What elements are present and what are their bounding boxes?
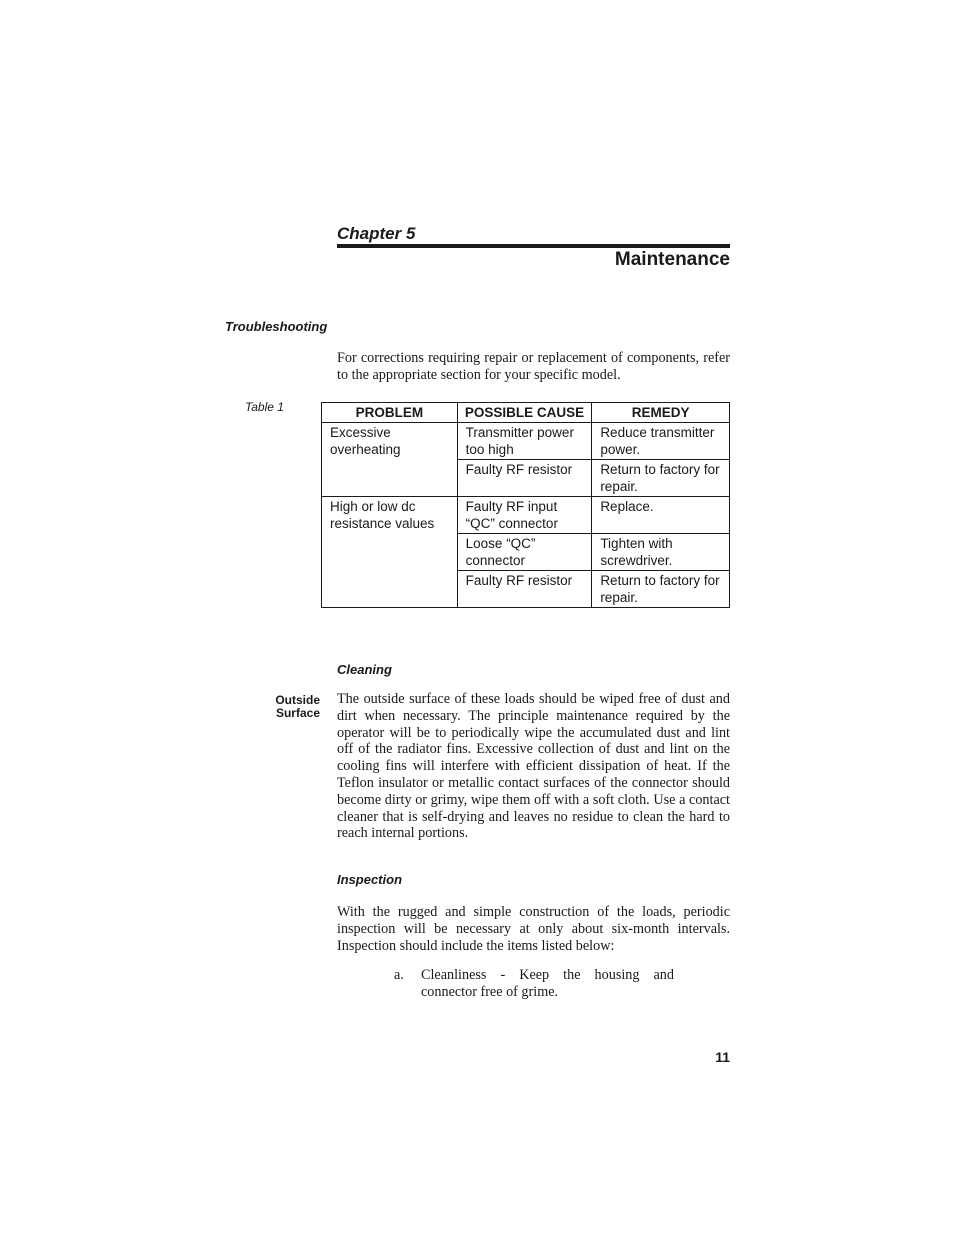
cause-cell: Loose “QC” connector — [457, 534, 592, 571]
outside-surface-label-line1: Outside — [275, 693, 320, 707]
remedy-cell: Reduce transmitter power. — [592, 423, 730, 460]
header-problem: PROBLEM — [322, 403, 458, 423]
chapter-label: Chapter 5 — [337, 224, 416, 243]
outside-surface-label-line2: Surface — [275, 706, 320, 720]
inspection-paragraph: With the rugged and simple construction of the loads, periodic inspection will be necessary at only about six-month intervals. Inspection should include the items listed below: — [337, 904, 730, 954]
list-item: Cleanliness - Keep the housing and connector free of grime. — [421, 967, 674, 1000]
outside-surface-label — [252, 694, 320, 720]
table-row — [322, 423, 730, 460]
chapter-title: Maintenance — [614, 249, 730, 270]
table-header-row — [322, 403, 730, 423]
header-remedy: REMEDY — [592, 403, 730, 423]
remedy-cell: Return to factory for repair. — [592, 571, 730, 608]
cleaning-paragraph: The outside surface of these loads should be wiped free of dust and dirt when necessary. The principle maintenance required by the operator will be to periodically wipe the accumulated dust and lint off of the radiator fins. Excessive collection of dust and lint on the cooling fins will interfere with efficient dissipation of heat. If the Teflon insulator or metallic contact surfaces of the connector should become dirty or grimy, wipe them off with a soft cloth. Use a contact cleaner that is self-drying and leaves no residue to clean the hard to reach internal portions. — [337, 691, 730, 842]
troubleshooting-heading: Troubleshooting — [225, 319, 328, 334]
cause-cell: Faulty RF input “QC” connector — [457, 497, 592, 534]
table-row — [322, 497, 730, 534]
inspection-heading: Inspection — [337, 872, 403, 887]
cause-cell: Faulty RF resistor — [457, 460, 592, 497]
list-item-marker: a. — [394, 967, 404, 983]
cleaning-heading: Cleaning — [337, 662, 392, 677]
remedy-cell: Return to factory for repair. — [592, 460, 730, 497]
cause-cell: Transmitter power too high — [457, 423, 592, 460]
troubleshooting-table — [321, 402, 730, 608]
chapter-rule — [337, 244, 730, 248]
page-number: 11 — [715, 1049, 730, 1065]
header-possible-cause: POSSIBLE CAUSE — [457, 403, 592, 423]
problem-cell: High or low dc resistance values — [322, 497, 458, 608]
remedy-cell: Replace. — [592, 497, 730, 534]
troubleshooting-intro: For corrections requiring repair or replacement of components, refer to the appropriate section for your specific model. — [337, 350, 730, 383]
problem-cell: Excessive overheating — [322, 423, 458, 497]
remedy-cell: Tighten with screwdriver. — [592, 534, 730, 571]
cause-cell: Faulty RF resistor — [457, 571, 592, 608]
table-label: Table 1 — [245, 400, 284, 414]
